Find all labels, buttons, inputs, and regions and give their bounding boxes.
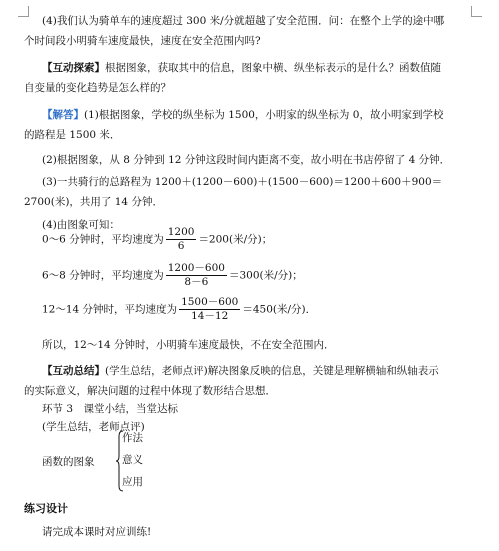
- rate-3-fraction: [179, 296, 240, 323]
- practice-design-title: 练习设计: [24, 502, 68, 515]
- answer-paragraph: [42, 108, 443, 122]
- page-corner-mark-right: [471, 6, 482, 17]
- rate-row-1: [42, 226, 272, 253]
- rate-3-numerator: 1500－600: [181, 296, 239, 308]
- answer-2: (2)根据图象，从 8 分钟到 12 分钟这段时间内距离不变，故小明在书店停留了 4 分钟．: [42, 154, 451, 166]
- step-3-subheading: (学生总结，老师点评): [42, 421, 145, 433]
- rate-2-prefix: 6～8 分钟时，平均速度为: [42, 269, 164, 282]
- rate-1-suffix: ＝200(米/分)；: [198, 233, 273, 246]
- summary-paragraph: [42, 364, 439, 378]
- answer-4: (4)由图象可知：: [42, 219, 120, 231]
- step-3-heading: 环节 3 课堂小结，当堂达标: [42, 403, 179, 415]
- brace-item-meaning: 意义: [122, 454, 143, 466]
- rate-1-numerator: 1200: [167, 226, 195, 238]
- brace-root-label: 函数的图象: [42, 456, 95, 468]
- rate-1-denominator: 6: [177, 240, 185, 252]
- page-corner-mark-left: [18, 6, 29, 17]
- question-4-line-2: 个时间段小明骑车速度最快，速度在安全范围内吗?: [24, 35, 261, 47]
- rate-2-denominator: 8－6: [184, 276, 209, 288]
- brace-item-application: 应用: [122, 476, 143, 488]
- explore-paragraph: [42, 61, 441, 75]
- rate-2-suffix: ＝300(米/分)；: [228, 269, 303, 282]
- rate-1-fraction: [166, 226, 197, 253]
- explore-text: 根据图象，获取其中的信息，图象中横、纵坐标表示的是什么？函数值随: [105, 62, 441, 74]
- summary-label: 【互动总结】: [42, 365, 105, 377]
- answer-3-line-1: (3)一共骑行的总路程为 1200＋(1200－600)＋(1500－600)＝1200＋600＋900＝: [42, 176, 443, 188]
- summary-text: (学生总结，老师点评)解决图象反映的信息，关键是理解横轴和纵轴表示: [105, 365, 439, 377]
- answer-label: 【解答】: [42, 109, 84, 121]
- explore-label: 【互动探索】: [42, 62, 105, 74]
- explore-line-2: 自变量的变化趋势是怎么样的？: [24, 82, 171, 94]
- rate-row-3: [42, 296, 316, 323]
- brace-item-method: 作法: [122, 432, 143, 444]
- rate-2-numerator: 1200－600: [167, 262, 225, 274]
- question-4-line-1: (4)我们认为骑单车的速度超过 300 米/分就超越了安全范围．问：在整个上学的途中哪: [42, 15, 445, 27]
- answer-text: (1)根据图象，学校的纵坐标为 1500，小明家的纵坐标为 0，故小明家到学校: [84, 109, 444, 121]
- rate-1-prefix: 0～6 分钟时，平均速度为: [42, 233, 164, 246]
- rate-3-suffix: ＝450(米/分)．: [242, 303, 317, 316]
- rate-row-2: [42, 262, 303, 289]
- answer-3-line-2: 2700(米)，共用了 14 分钟．: [24, 196, 163, 208]
- answer-line-2: 的路程是 1500 米．: [24, 129, 121, 141]
- conclusion: 所以，12～14 分钟时，小明骑车速度最快，不在安全范围内．: [42, 339, 335, 351]
- practice-instruction: 请完成本课时对应训练!: [42, 526, 152, 538]
- rate-3-prefix: 12～14 分钟时，平均速度为: [42, 303, 178, 316]
- summary-line-2: 的实际意义，解决问题的过程中体现了数形结合思想．: [24, 385, 276, 397]
- rate-3-denominator: 14－12: [191, 310, 229, 322]
- rate-2-fraction: [166, 262, 227, 289]
